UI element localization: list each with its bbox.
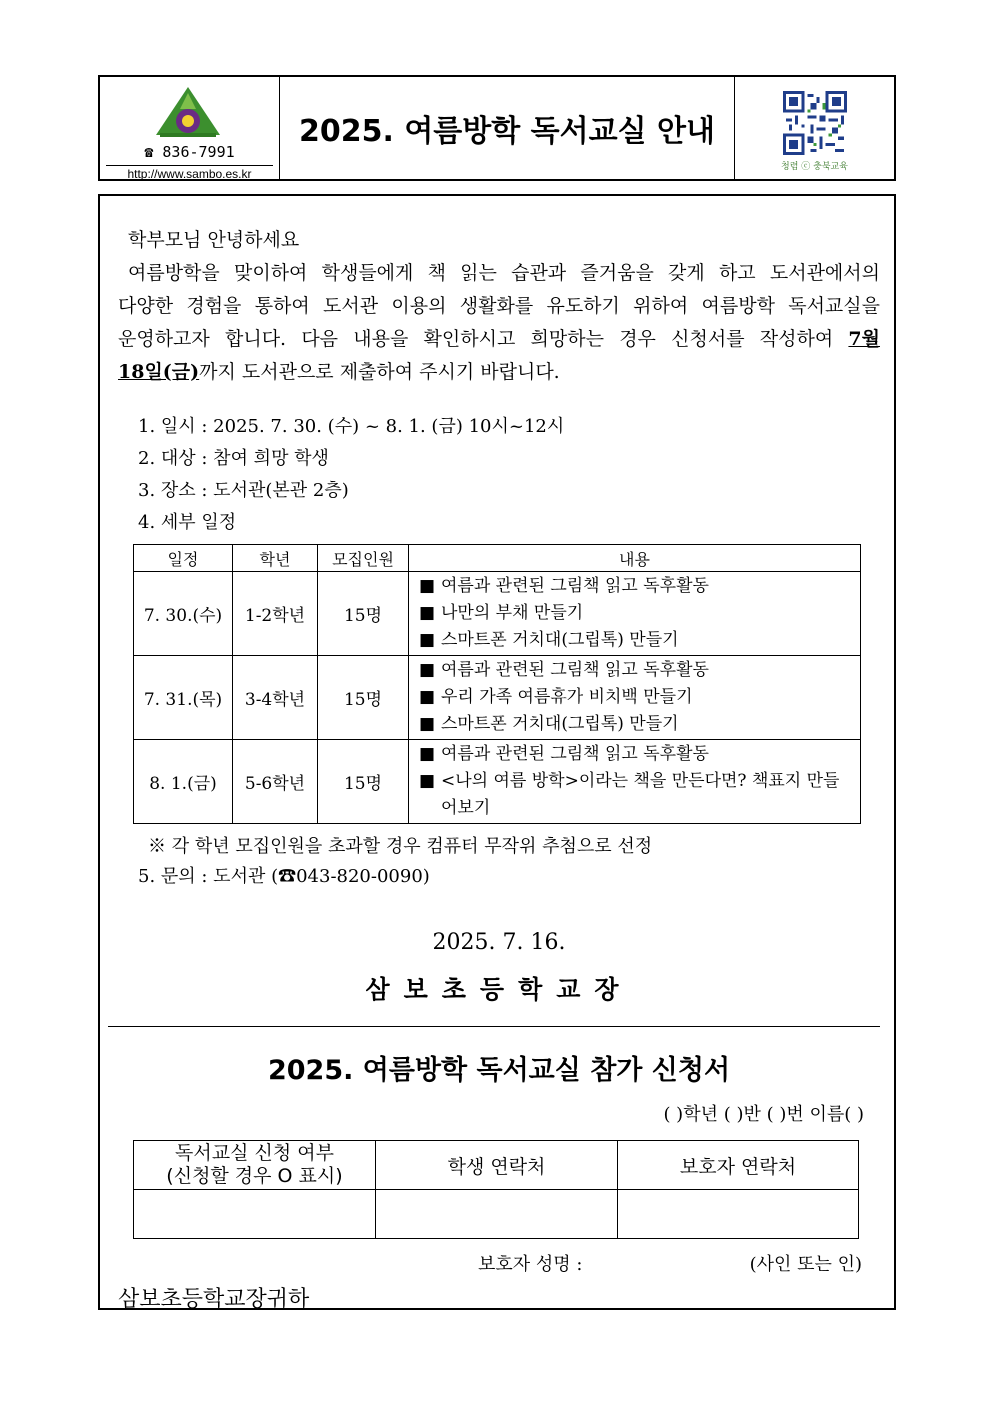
row-grade: 5-6학년 [233,740,318,824]
row-content [409,740,861,824]
qr-code-icon[interactable] [783,91,847,155]
bullet-icon: ■ [419,630,436,650]
addressee: 삼보초등학교장귀하 [118,1287,310,1312]
row-count: 15명 [318,656,409,740]
row-date: 7. 31.(목) [134,656,233,740]
bullet-icon: ■ [419,660,436,680]
issue-date: 2025. 7. 16. [432,930,566,955]
bullet-icon: ■ [419,714,436,734]
bullet-icon: ■ [419,687,436,707]
header-count: 모집인원 [318,545,409,572]
school-url[interactable]: http://www.sambo.es.kr [106,165,273,182]
content-item: 스마트폰 거치대(그립톡) 만들기 [441,630,679,650]
student-contact-header: 학생 연락처 [376,1141,618,1190]
row-date: 7. 30.(수) [134,572,233,656]
application-title: 2025. 여름방학 독서교실 참가 신청서 [267,1055,731,1086]
row-grade: 1-2학년 [233,572,318,656]
content-item: 우리 가족 여름휴가 비치백 만들기 [441,687,693,707]
greeting: 학부모님 안녕하세요 [128,229,300,251]
intro-line-1: 여름방학을 맞이하여 학생들에게 책 읽는 습관과 즐거움을 갖게 하고 도서관에서의 [128,262,880,284]
guardian-contact-header: 보호자 연락처 [618,1141,859,1190]
row-grade: 3-4학년 [233,656,318,740]
application-table [133,1140,859,1239]
content-item: 나만의 부채 만들기 [441,603,584,623]
header-date: 일정 [134,545,233,572]
school-info-cell [100,77,280,179]
document-title: 2025. 여름방학 독서교실 안내 [280,77,735,179]
row-date: 8. 1.(금) [134,740,233,824]
intro-line-2: 다양한 경험을 통하여 도서관 이용의 생활화를 유도하기 위하여 여름방학 독서교실을 [118,295,880,317]
bullet-icon: ■ [419,744,436,764]
deadline-month: 7월 [848,328,880,350]
deadline-day: 18일(금) [118,361,200,383]
row-content [409,656,861,740]
guardian-signature-line [478,1250,862,1276]
principal-name: 삼보초등학교장 [365,975,633,1004]
content-item: 여름과 관련된 그림책 읽고 독후활동 [441,660,709,680]
apply-status-line-2: (신청할 경우 O 표시) [166,1165,343,1187]
intro-paragraph [118,257,880,389]
bullet-icon: ■ [419,576,436,596]
row-content [409,572,861,656]
intro-line-3 [118,323,880,356]
schedule-table [133,544,861,824]
cut-line-divider [108,1026,880,1027]
student-name-line[interactable]: ( )학년 ( )반 ( )번 이름( ) [663,1104,864,1125]
signature-label: 보호자 성명 : [478,1254,583,1275]
content-item: 여름과 관련된 그림책 읽고 독후활동 [441,576,709,596]
intro-line-4-text: 까지 도서관으로 제출하여 주시기 바랍니다. [199,361,560,383]
schedule-header-row [134,545,861,572]
table-row [134,656,861,740]
table-row [134,572,861,656]
content-item: <나의 여름 방학>이라는 책을 만든다면? 책표지 만들어보기 [441,771,840,818]
apply-status-field[interactable] [134,1190,376,1239]
item-schedule-heading: 4. 세부 일정 [138,512,237,533]
row-count: 15명 [318,740,409,824]
content-item: 여름과 관련된 그림책 읽고 독후활동 [441,744,709,764]
header-content: 내용 [409,545,861,572]
header-grade: 학년 [233,545,318,572]
qr-cell [735,77,894,179]
row-count: 15명 [318,572,409,656]
document-header [98,75,896,181]
item-contact: 5. 문의 : 도서관 (☎043-820-0090) [138,866,430,887]
signature-hint[interactable]: (사인 또는 인) [749,1254,862,1275]
bullet-icon: ■ [419,771,436,791]
guardian-contact-field[interactable] [618,1190,859,1239]
content-item: 스마트폰 거치대(그립톡) 만들기 [441,714,679,734]
table-row [134,740,861,824]
apply-status-header [134,1141,376,1190]
student-contact-field[interactable] [376,1190,618,1239]
phone-number: ☎ 836-7991 [144,143,235,161]
application-header-row [134,1141,859,1190]
item-date: 1. 일시 : 2025. 7. 30. (수) ~ 8. 1. (금) 10시~12시 [138,416,565,437]
intro-line-4 [118,356,880,389]
bullet-icon: ■ [419,603,436,623]
apply-status-line-1: 독서교실 신청 여부 [175,1142,334,1164]
item-target: 2. 대상 : 참여 희망 학생 [138,448,329,469]
item-place: 3. 장소 : 도서관(본관 2층) [138,480,349,501]
qr-caption: 청렴 ⓒ 충북교육 [781,162,848,172]
application-input-row [134,1190,859,1239]
notice-frame [98,194,896,1310]
school-emblem-icon [150,83,226,143]
intro-line-3-text: 운영하고자 합니다. 다음 내용을 확인하시고 희망하는 경우 신청서를 작성하여 [118,328,849,350]
lottery-note: ※ 각 학년 모집인원을 초과할 경우 컴퓨터 무작위 추첨으로 선정 [148,836,653,857]
